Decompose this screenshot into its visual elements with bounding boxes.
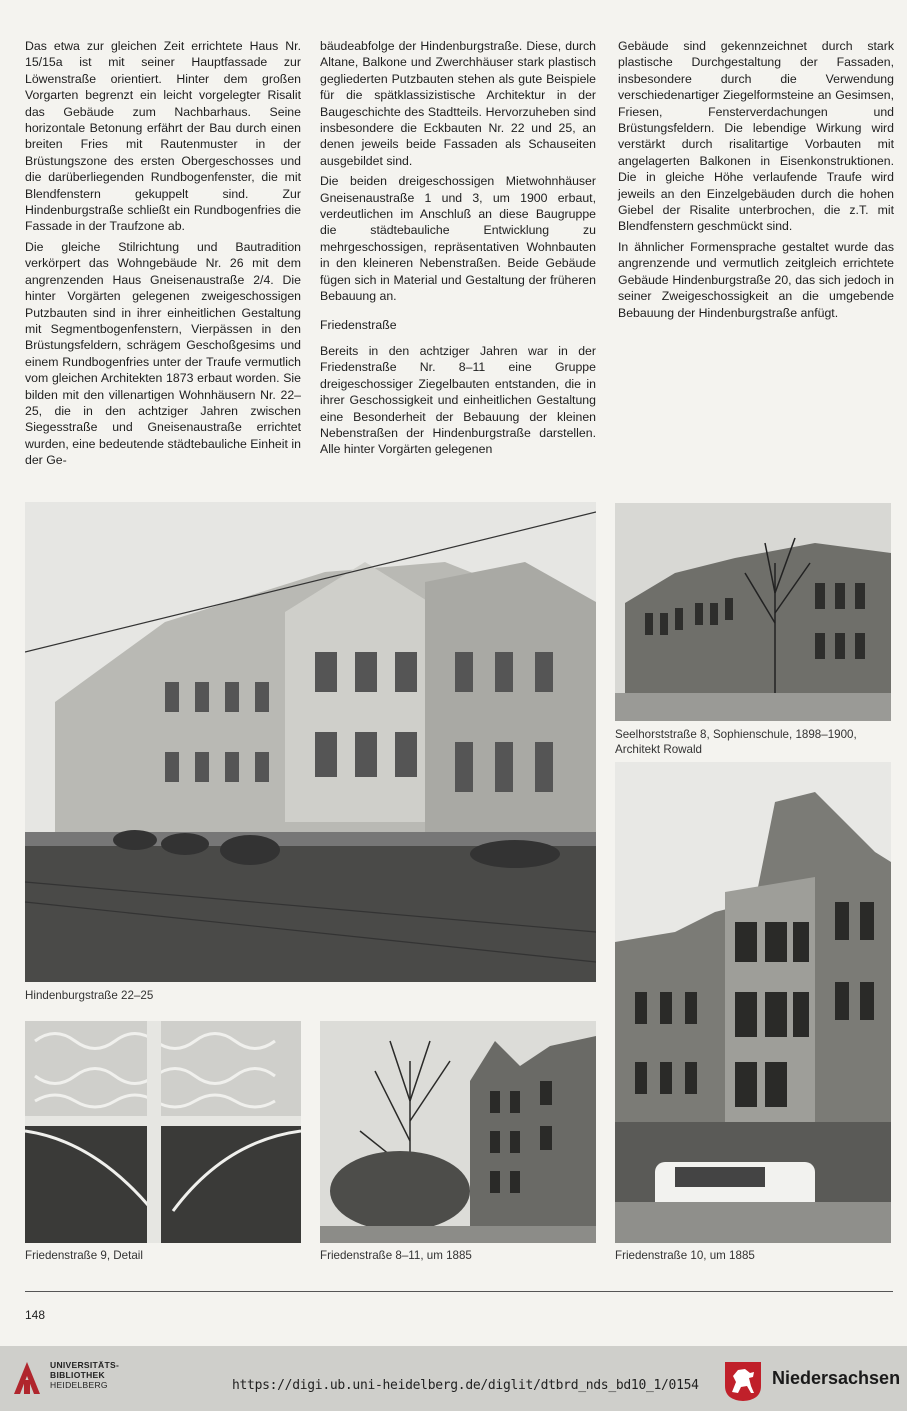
paragraph: Bereits in den achtziger Jahren war in der Friedenstraße Nr. 8–11 eine Gruppe dreigeschossiger Ziegelbauten entstanden, die in ihrer Geschossigkeit und einheitlichen Gestaltung eine Besonderheit der Bebauung der kleinen Nebenstraßen der Hindenburgstraße darstellen. Alle hinter Vorgärten gelegenen — [320, 343, 596, 457]
text-column-1 — [25, 38, 301, 473]
photo-friedenstrasse-10 — [615, 762, 891, 1243]
caption-seelhorststrasse: Seelhorststraße 8, Sophienschule, 1898–1900, Architekt Rowald — [615, 728, 857, 756]
caption-friedenstrasse-8-11: Friedenstraße 8–11, um 1885 — [320, 1249, 472, 1262]
photo-seelhorststrasse — [615, 503, 891, 721]
paragraph: Die beiden dreigeschossigen Mietwohnhäuser Gneisenaustraße 1 und 3, um 1900 erbaut, verdeutlichen im Anschluß an diese Baugruppe die städtebauliche Entwicklung zu mehrgeschossigen, repräsentativen Wohnbauten in den kleineren Nebenstraßen. Beide Gebäude fügen sich in Material und Gestaltung der früheren Bebauung an. — [320, 174, 596, 304]
text-column-3 — [618, 38, 894, 325]
photo-friedenstrasse-8-11 — [320, 1021, 596, 1243]
caption-friedenstrasse-9-detail: Friedenstraße 9, Detail — [25, 1249, 143, 1262]
university-library-name: UNIVERSITÄTS- BIBLIOTHEK HEIDELBERG — [50, 1360, 120, 1390]
state-label: Niedersachsen — [772, 1368, 901, 1388]
photo-friedenstrasse-9-detail — [25, 1021, 301, 1243]
paragraph: Das etwa zur gleichen Zeit errichtete Haus Nr. 15/15a ist mit seiner Hauptfassade zur Löwenstraße orientiert. Hinter dem großen Vorgarten begrenzt ein leicht vorgelegter Risalit das Gebäude zum Nachbarhaus. Seine horizontale Betonung erfährt der Bau durch einen breiten Fries mit Rautenmuster in der Brüstungszone des ersten Obergeschosses und die darüberliegenden Rundbogenfenster, die mit Blendfenstern gekuppelt sind. Zur Hindenburgstraße schließt ein Rundbogenfries die Fassade in der Traufzone ab. — [25, 39, 301, 234]
source-url-link[interactable]: https://digi.ub.uni-heidelberg.de/diglit/dtbrd_nds_bd10_1/0154 — [232, 1378, 699, 1393]
paragraph: In ähnlicher Formensprache gestaltet wurde das angrenzende und vermutlich zeitgleich errichtete Gebäude Hindenburgstraße 20, das sich jedoch in seiner Zweigeschossigkeit an die umgebende Bebauung der Hindenburgstraße anfügt. — [618, 239, 894, 320]
paragraph: Die gleiche Stilrichtung und Bautradition verkörpert das Wohngebäude Nr. 26 mit dem angrenzenden Haus Gneisenaustraße 2/4. Die hinter Vorgärten gelegenen zweigeschossigen Putzbauten sind in ihrer einheitlichen Gestaltung mit Segmentbogenfenstern, Vierpässen in den Brüstungsfeldern, schrägem Geschoßgesims und einem Rundbogenfries unter der Traufe vermutlich vom gleichen Architekten 1873 erbaut worden. Sie bilden mit den villenartigen Wohnhäusern Nr. 22–25, die in den achtziger Jahren zwischen Siegesstraße und Gneisenaustraße errichtet wurden, eine bedeutende städtebauliche Einheit in der Ge- — [25, 239, 301, 468]
university-library-logo-icon — [10, 1358, 44, 1403]
photo-hindenburgstrasse — [25, 502, 596, 982]
paragraph: bäudeabfolge der Hindenburgstraße. Diese, durch Altane, Balkone und Zwerchhäuser stark plastisch gegliederten Putzbauten stehen als gute Beispiele für die spätklassizistische Architektur in der Baugeschichte des Stadtteils. Hervorzuheben sind insbesondere die Eckbauten Nr. 22 und 25, an denen jeweils beide Fassaden als Schauseiten ausgebildet sind. — [320, 39, 596, 168]
page-divider — [25, 1291, 893, 1292]
text-column-2 — [320, 38, 596, 462]
caption-friedenstrasse-10: Friedenstraße 10, um 1885 — [615, 1249, 755, 1262]
paragraph: Gebäude sind gekennzeichnet durch stark plastische Durchgestaltung der Fassaden, insbesondere durch die Verwendung verschiedenartiger Ziegelformsteine an Gesimsen, Friesen, Fensterverdachungen und Brüstungsfeldern. Die lebendige Wirkung wird verstärkt durch risalitartige Vorbauten mit angelagerten Balkonen in Eisenkonstruktionen. Die in gleiche Höhe verlaufende Traufe wird jeweils an den Einzelgebäuden durch die hohen Giebel der Risalite unterbrochen, die z.T. mit Blendfenstern geschmückt sind. — [618, 39, 894, 234]
caption-hindenburgstrasse: Hindenburgstraße 22–25 — [25, 989, 154, 1002]
lower-saxony-horse-icon — [723, 1360, 763, 1407]
section-heading: Friedenstraße — [320, 317, 397, 332]
page-number: 148 — [25, 1308, 46, 1322]
digitization-footer — [0, 1346, 907, 1411]
